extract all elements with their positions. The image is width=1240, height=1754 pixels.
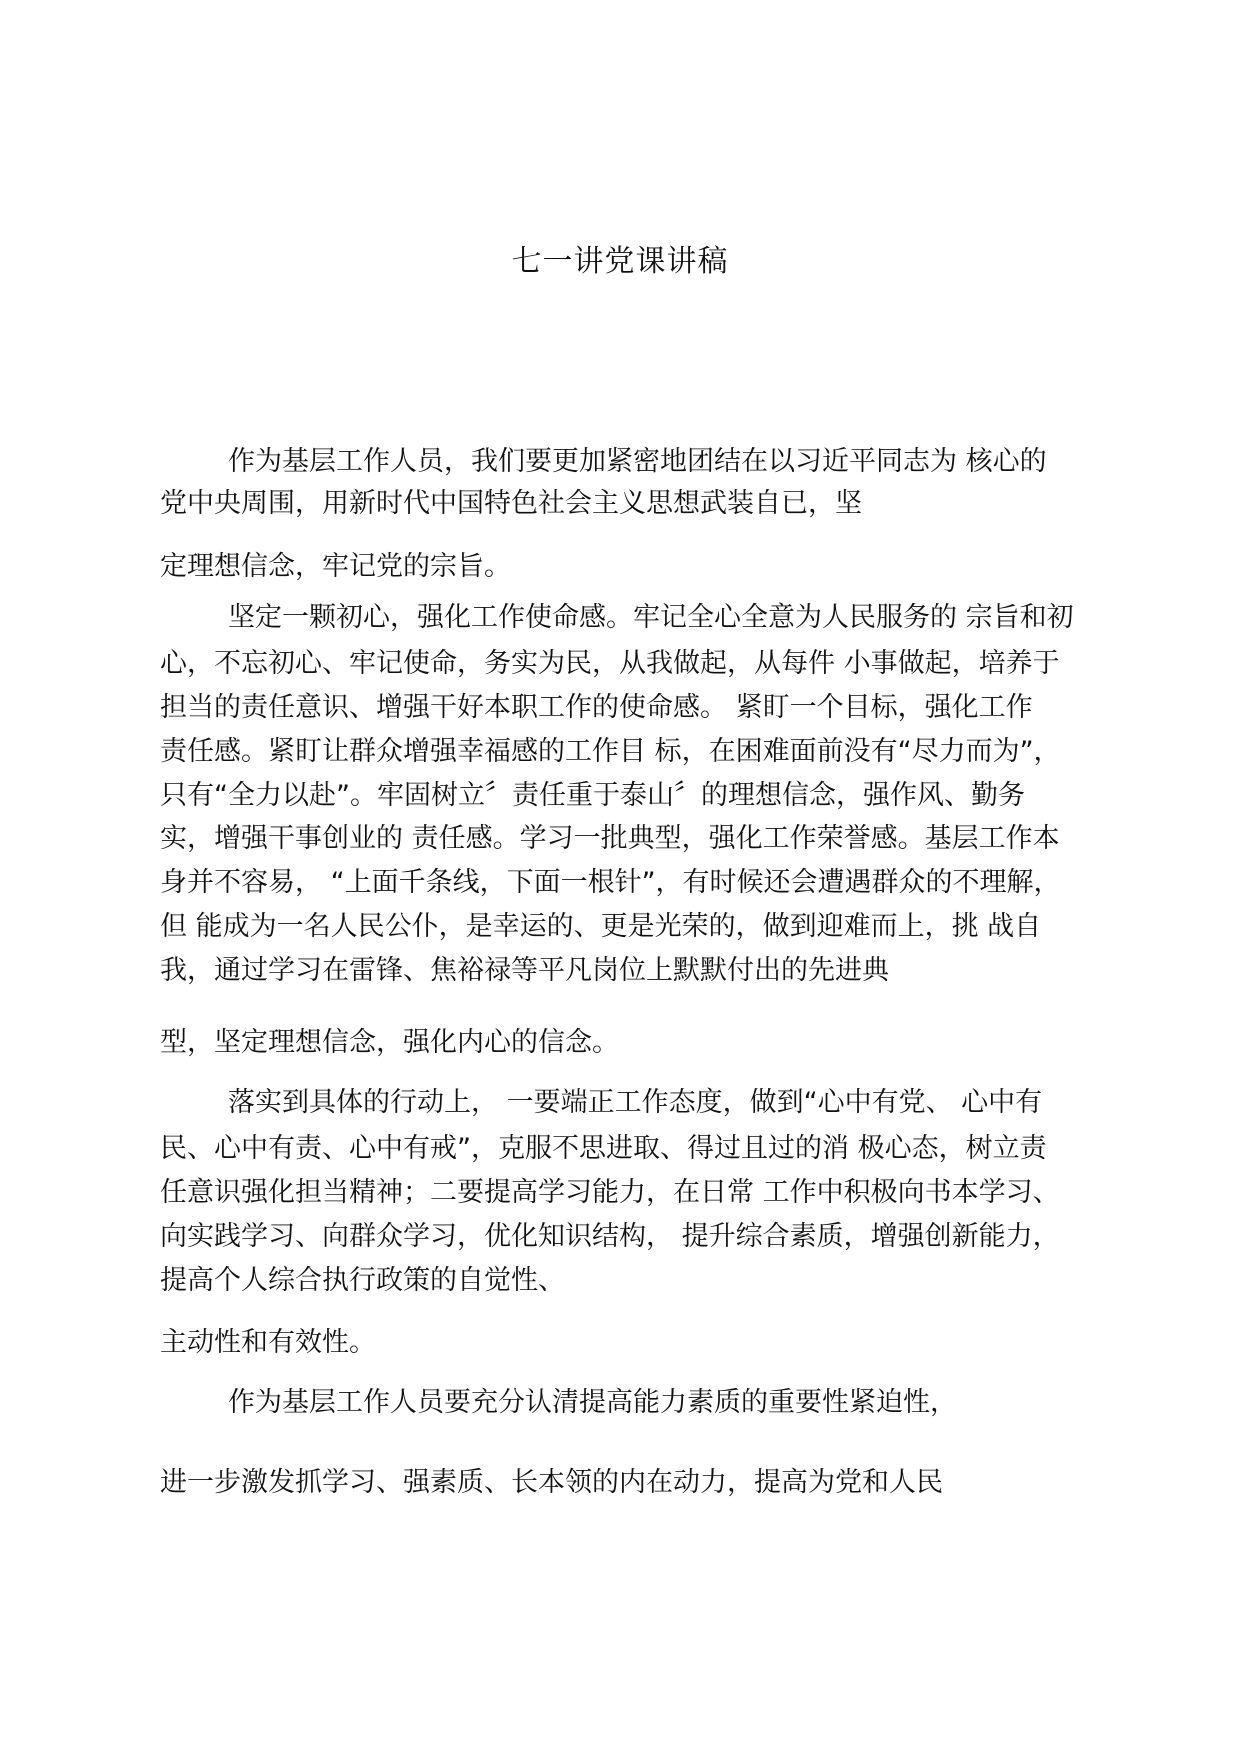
body-line: 只有“全力以赴”。牢固树立〞责任重于泰山〞的理想信念，强作风、勤务 <box>160 780 1025 811</box>
body-line: 进一步激发抓学习、强素质、长本领的内在动力，提高为党和人民 <box>160 1467 943 1498</box>
body-line: 坚定一颗初心，强化工作使命感。牢记全心全意为人民服务的 宗旨和初 <box>228 602 1074 633</box>
body-line: 主动性和有效性。 <box>160 1327 376 1358</box>
body-line: 责任感。紧盯让群众增强幸福感的工作目 标，在困难面前没有“尽力而为”， <box>160 736 1061 767</box>
body-line: 我，通过学习在雷锋、焦裕禄等平凡岗位上默默付出的先进典 <box>160 955 889 986</box>
body-line: 型，坚定理想信念，强化内心的信念。 <box>160 1027 619 1058</box>
body-line: 作为基层工作人员要充分认清提高能力素质的重要性紧迫性， <box>228 1387 957 1418</box>
body-line: 身并不容易， “上面千条线，下面一根针”，有时候还会遭遇群众的不理解， <box>160 867 1061 898</box>
body-line: 党中央周围，用新时代中国特色社会主义思想武装自已，坚 <box>160 488 862 519</box>
body-line: 心，不忘初心、牢记使命，务实为民，从我做起，从每件 小事做起，培养于 <box>160 648 1060 679</box>
body-line: 但 能成为一名人民公仆，是幸运的、更是光荣的，做到迎难而上，挑 战自 <box>160 911 1042 942</box>
body-line: 定理想信念，牢记党的宗旨。 <box>160 551 511 582</box>
body-line: 提高个人综合执行政策的自觉性、 <box>160 1265 565 1296</box>
body-line: 向实践学习、向群众学习，优化知识结构， 提升综合素质，增强创新能力， <box>160 1221 1060 1252</box>
body-line: 作为基层工作人员，我们要更加紧密地团结在以习近平同志为 核心的 <box>228 446 1047 477</box>
body-line: 实，增强干事创业的 责任感。学习一批典型，强化工作荣誉感。基层工作本 <box>160 823 1060 854</box>
body-line: 落实到具体的行动上， 一要端正工作态度，做到“心中有党、 心中有 <box>228 1087 1043 1118</box>
body-line: 任意识强化担当精神；二要提高学习能力，在日常 工作中积极向书本学习、 <box>160 1177 1060 1208</box>
body-line: 担当的责任意识、增强干好本职工作的使命感。 紧盯一个目标，强化工作 <box>160 692 1033 723</box>
document-title: 七一讲党课讲稿 <box>511 244 729 279</box>
body-line: 民、心中有责、心中有戒”，克服不思进取、得过且过的消 极心态，树立责 <box>160 1133 1047 1164</box>
